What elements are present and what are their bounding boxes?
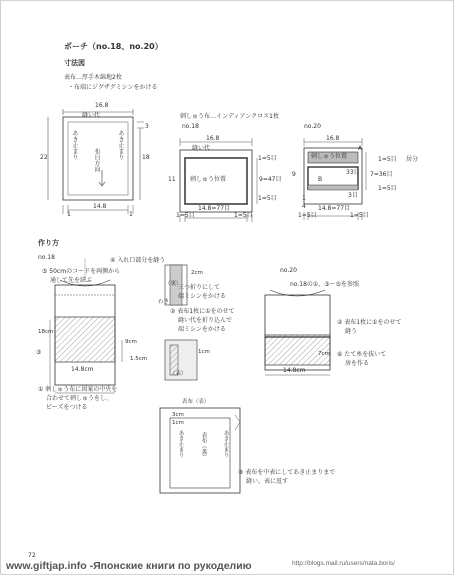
watermark-site: www.giftjap.info -Японские книги по рукоделию [6,560,252,572]
dim-2cm: 2cm [191,270,203,276]
step2-line-c: 端ミシンをかける [178,326,226,333]
no20-bottom-left: 1=5目 [298,212,317,219]
no20-top-width: 16.8 [326,135,340,142]
step3-marker: ③ [36,349,42,356]
no20-right-label: 居分 [406,156,419,163]
no18-bottom-width: 14.8=77目 [198,205,231,212]
no18-seam-allowance: 縫い代 [192,145,211,152]
step2-line-a: ② 表布1枚に①をのせて [170,308,235,315]
embroidery-cloth-line: 刺しゅう布…インディアンクロス1枚 [180,113,279,120]
pattern-height-left: 22 [40,154,48,161]
no18-right-top: 1=5目 [258,155,277,162]
no20-side-1: 1 [302,195,306,202]
step3-line-b: 縫い、表に返す [246,478,289,485]
fold-line-a: 三つ折りにして [178,284,221,291]
no20-right-top: 1=5目 [378,156,397,163]
no18-bottom-left: 1=5目 [176,212,195,219]
dim-3cm: 3cm [172,412,184,418]
pattern-bottom-right: 1 [129,211,133,218]
no18-right-bottom: 1=5目 [258,195,277,202]
material-line: 表布…厚手木綿地2枚 [64,74,122,81]
waki-label: わき [158,299,170,305]
cloth-label: 表布（表） [182,399,210,405]
dim-1cm-b: 1cm [172,420,184,426]
step1-line-c: ビーズをつける [46,404,88,411]
howto-no20-label: no.20 [280,267,297,274]
no20-inner-3: 3目 [348,192,358,199]
step2-line-b: 縫い代を折り込んで [178,317,233,324]
page-number: 72 [28,552,36,559]
akidome-right: あき止まり [222,430,229,458]
no20-step6-a: ⑥ たて糸を抜いて [337,351,387,358]
no20-step2-b: 縫う [345,328,358,335]
dim-9cm: 9cm [125,339,137,345]
no20-side-4: 4 [302,203,306,210]
step3-line-a: ③ 表布を中表にしてあき止まりまで [238,469,336,476]
no20-label: no.20 [304,123,321,130]
watermark-url: http://blogs.mail.ru/users/nata.boris/ [292,560,395,567]
no20-left-height: 9 [292,171,296,178]
pattern-top-right-num: 3 [145,123,149,130]
dim-1-5cm: 1.5cm [130,356,148,362]
step5-line-a: ⑤ 50cmのコードを両側から [42,268,121,275]
step5-line-b: 通して先を結ぶ [50,277,93,284]
no20-7cm: 7cm [318,351,330,357]
material-note: ・布端にジグザグミシンをかける [68,84,158,91]
pattern-seam-allowance: 縫い代 [82,112,101,119]
howto-no18-label: no.18 [38,254,55,261]
step4-text: ④ 入れ口部分を縫う [110,257,166,264]
pattern-bottom-left: 1 [67,211,71,218]
section-dimensions-heading: 寸法図 [64,59,85,67]
pattern-bottom-width: 14.8 [93,203,107,210]
dim-1cm: 1cm [198,349,210,355]
howto-title: 作り方 [38,239,59,247]
pattern-height-right: 18 [142,154,150,161]
dim-14-8cm: 14.8cm [71,366,94,373]
no20-inner-text: 刺しゅう位置 [311,153,348,160]
no18-label: no.18 [182,123,199,130]
fold-line-b: 端ミシンをかける [178,293,226,300]
no20-step2-a: ② 表布1枚に①をのせて [337,319,402,326]
pattern-side-open-right: あき止まり [117,130,124,160]
back-label: （裏） [165,281,182,287]
no20-inner-33: 33目 [346,169,360,176]
no20-step6-b: 房を作る [345,360,370,367]
no18-inner-text: 刺しゅう位置 [190,176,227,183]
no20-right-bottom: 1=5目 [378,185,397,192]
no20-corner-b: B [318,176,323,183]
omote-label: （表） [170,371,187,377]
no20-reference: no.18の①、③～⑤を参照 [290,281,360,288]
no18-inner-height: 9=47目 [259,176,282,183]
no20-bottom-width: 14.8=77目 [318,205,351,212]
no20-corner-a: A [358,145,363,152]
akidome-left: あき止まり [177,430,184,458]
no20-bottom-right: 1=5目 [350,212,369,219]
no20-dim-14-8: 14.8cm [283,367,306,374]
no18-top-width: 16.8 [206,135,220,142]
pattern-grain-label: 布目方向 [93,148,100,172]
no18-left-height: 11 [168,176,176,183]
pattern-side-open-left: あき止まり [71,130,78,160]
inner-cloth-label: 表布（裏） [200,432,207,460]
step1-line-b: 合わせて刺しゅうをし、 [46,395,113,402]
no18-bottom-right: 1=5目 [234,212,253,219]
step1-line-a: ① 刺しゅう布に図案の中央を [38,386,118,393]
dim-18cm: 18cm [38,329,54,335]
no20-right-mid: 7=36目 [370,171,393,178]
pattern-width-total: 16.8 [95,102,109,109]
page-title: ポーチ（no.18、no.20） [64,42,163,51]
